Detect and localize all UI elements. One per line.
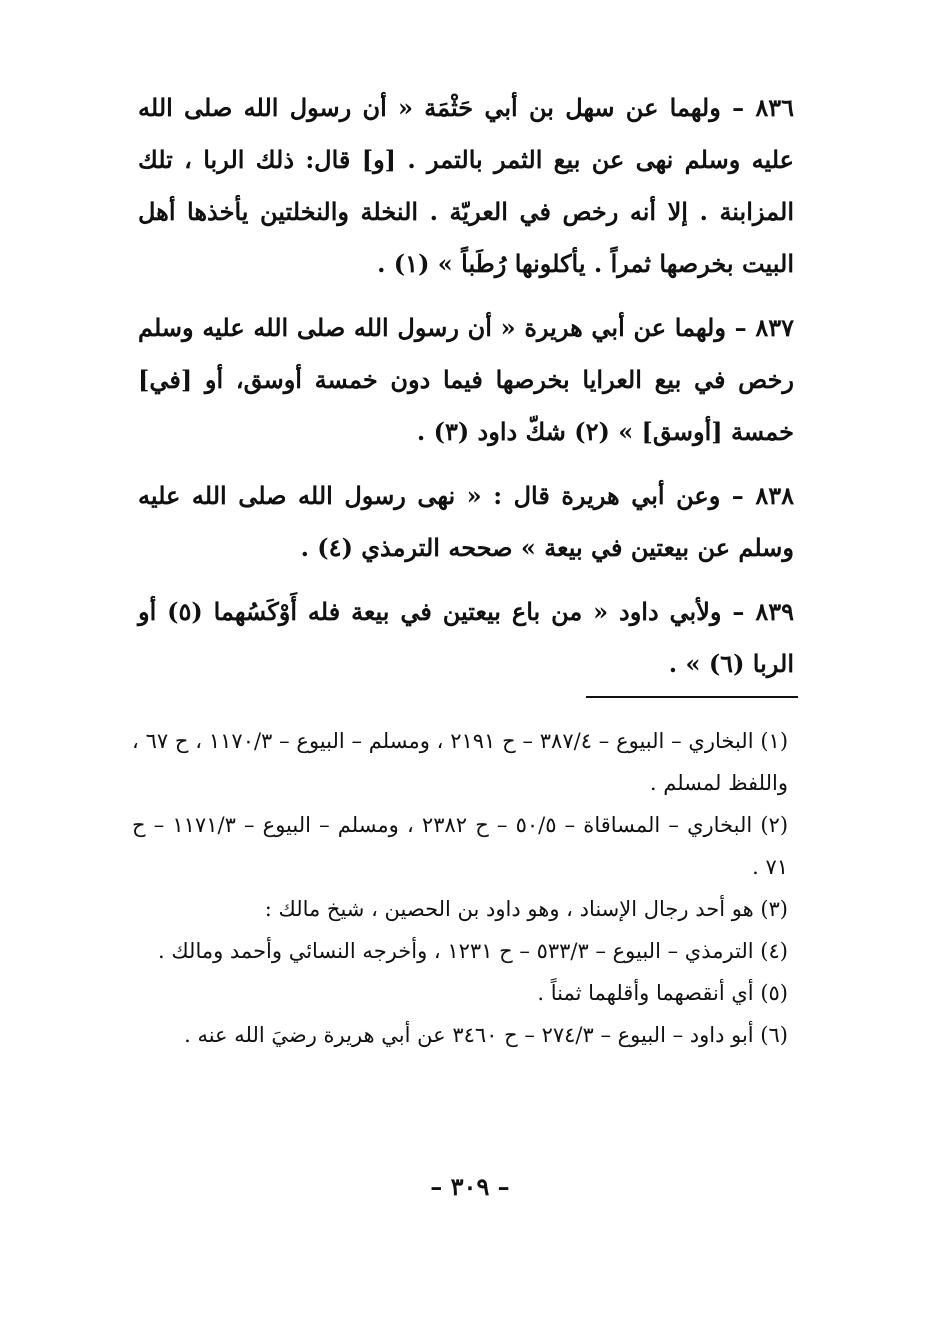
footnote-2: (٢) البخاري – المساقاة – ٥٠/٥ – ح ٢٣٨٢ ، ومسلم – البيوع – ١١٧١/٣ – ح ٧١ . — [132, 813, 789, 879]
footnotes — [132, 720, 788, 1056]
hadith-837: ٨٣٧ – ولهما عن أبي هريرة « أن رسول الله صلى الله عليه وسلم رخص في بيع العرايا بخرصها فيما دون خمسة أوسق، أو [في] خمسة [أوسق] » (٢) شكّ داود (٣) . — [138, 313, 794, 446]
footnote-6: (٦) أبو داود – البيوع – ٢٧٤/٣ – ح ٣٤٦٠ عن أبي هريرة رضيَ الله عنه . — [184, 1023, 788, 1047]
footnote-3: (٣) هو أحد رجال الإسناد ، وهو داود بن الحصين ، شيخ مالك : — [264, 897, 788, 921]
footnote-1: (١) البخاري – البيوع – ٣٨٧/٤ – ح ٢١٩١ ، ومسلم – البيوع – ١١٧٠/٣ ، ح ٦٧ ، واللفظ لمسلم . — [132, 729, 789, 795]
hadith-839: ٨٣٩ – ولأبي داود « من باع بيعتين في بيعة فله أَوْكَسُهما (٥) أو الربا (٦) » . — [138, 597, 794, 678]
hadith-838: ٨٣٨ – وعن أبي هريرة قال : « نهى رسول الله صلى الله عليه وسلم عن بيعتين في بيعة » صححه الترمذي (٤) . — [138, 481, 794, 562]
page-number: – ٣٠٩ – — [430, 1172, 510, 1201]
footnote-4: (٤) الترمذي – البيوع – ٥٣٣/٣ – ح ١٢٣١ ، وأخرجه النسائي وأحمد ومالك . — [158, 939, 788, 963]
footnote-separator — [586, 696, 798, 698]
footnote-5: (٥) أي أنقصهما وأقلهما ثمناً . — [537, 981, 788, 1005]
main-text — [138, 82, 794, 702]
hadith-836: ٨٣٦ – ولهما عن سهل بن أبي حَثْمَة « أن رسول الله صلى الله عليه وسلم نهى عن بيع الثمر بالتمر . [و] قال: ذلك الربا ، تلك المزابنة . إلا أنه رخص في العريّة . النخلة والنخلتين يأخذها أهل البيت بخرصها ثمراً . يأكلونها رُطَباً » (١) . — [138, 93, 794, 278]
